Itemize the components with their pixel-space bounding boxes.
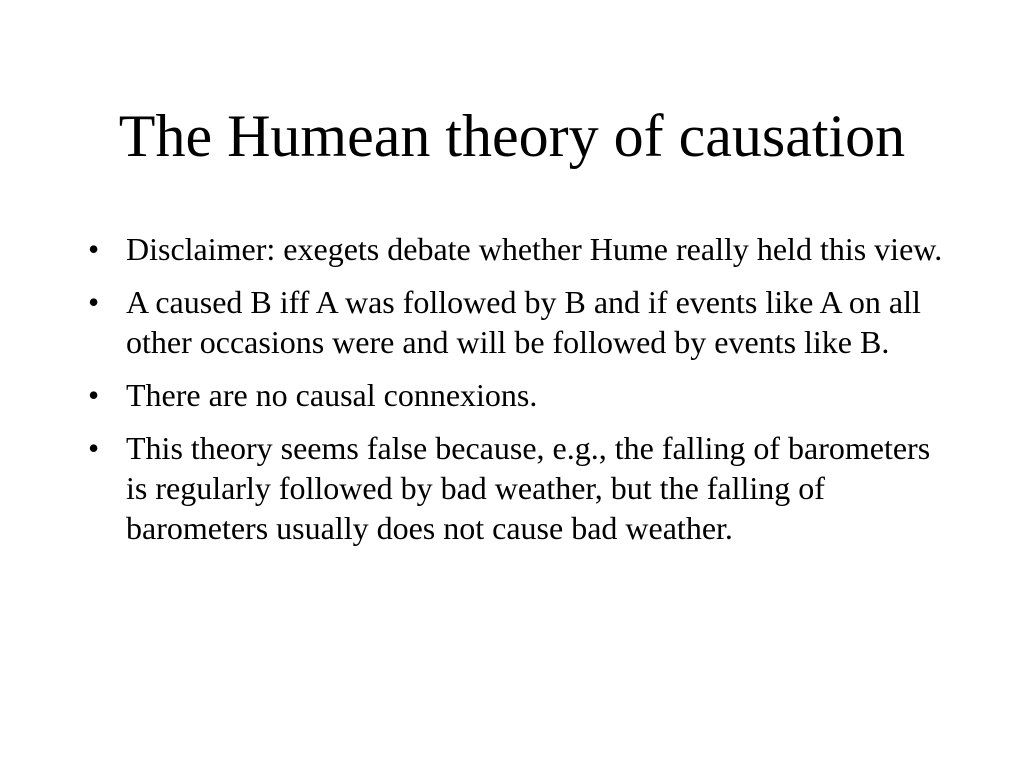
- bullet-icon: •: [88, 430, 100, 466]
- bullet-icon: •: [88, 377, 100, 413]
- slide-title: The Humean theory of causation: [118, 103, 906, 169]
- bullet-list: [84, 229, 956, 561]
- list-item: [84, 282, 956, 362]
- list-item: [84, 229, 956, 269]
- bullet-icon: •: [88, 231, 100, 267]
- bullet-text: This theory seems false because, e.g., the falling of barometers is regularly followed by bad weather, but the falling of barometers usually does not cause bad weather.: [126, 430, 931, 546]
- bullet-text: A caused B iff A was followed by B and if events like A on all other occasions were and will be followed by events like B.: [126, 284, 921, 360]
- bullet-text: There are no causal connexions.: [126, 377, 538, 413]
- bullet-icon: •: [88, 284, 100, 320]
- bullet-text: Disclaimer: exegets debate whether Hume really held this view.: [126, 231, 943, 267]
- list-item: [84, 428, 956, 548]
- list-item: [84, 375, 956, 415]
